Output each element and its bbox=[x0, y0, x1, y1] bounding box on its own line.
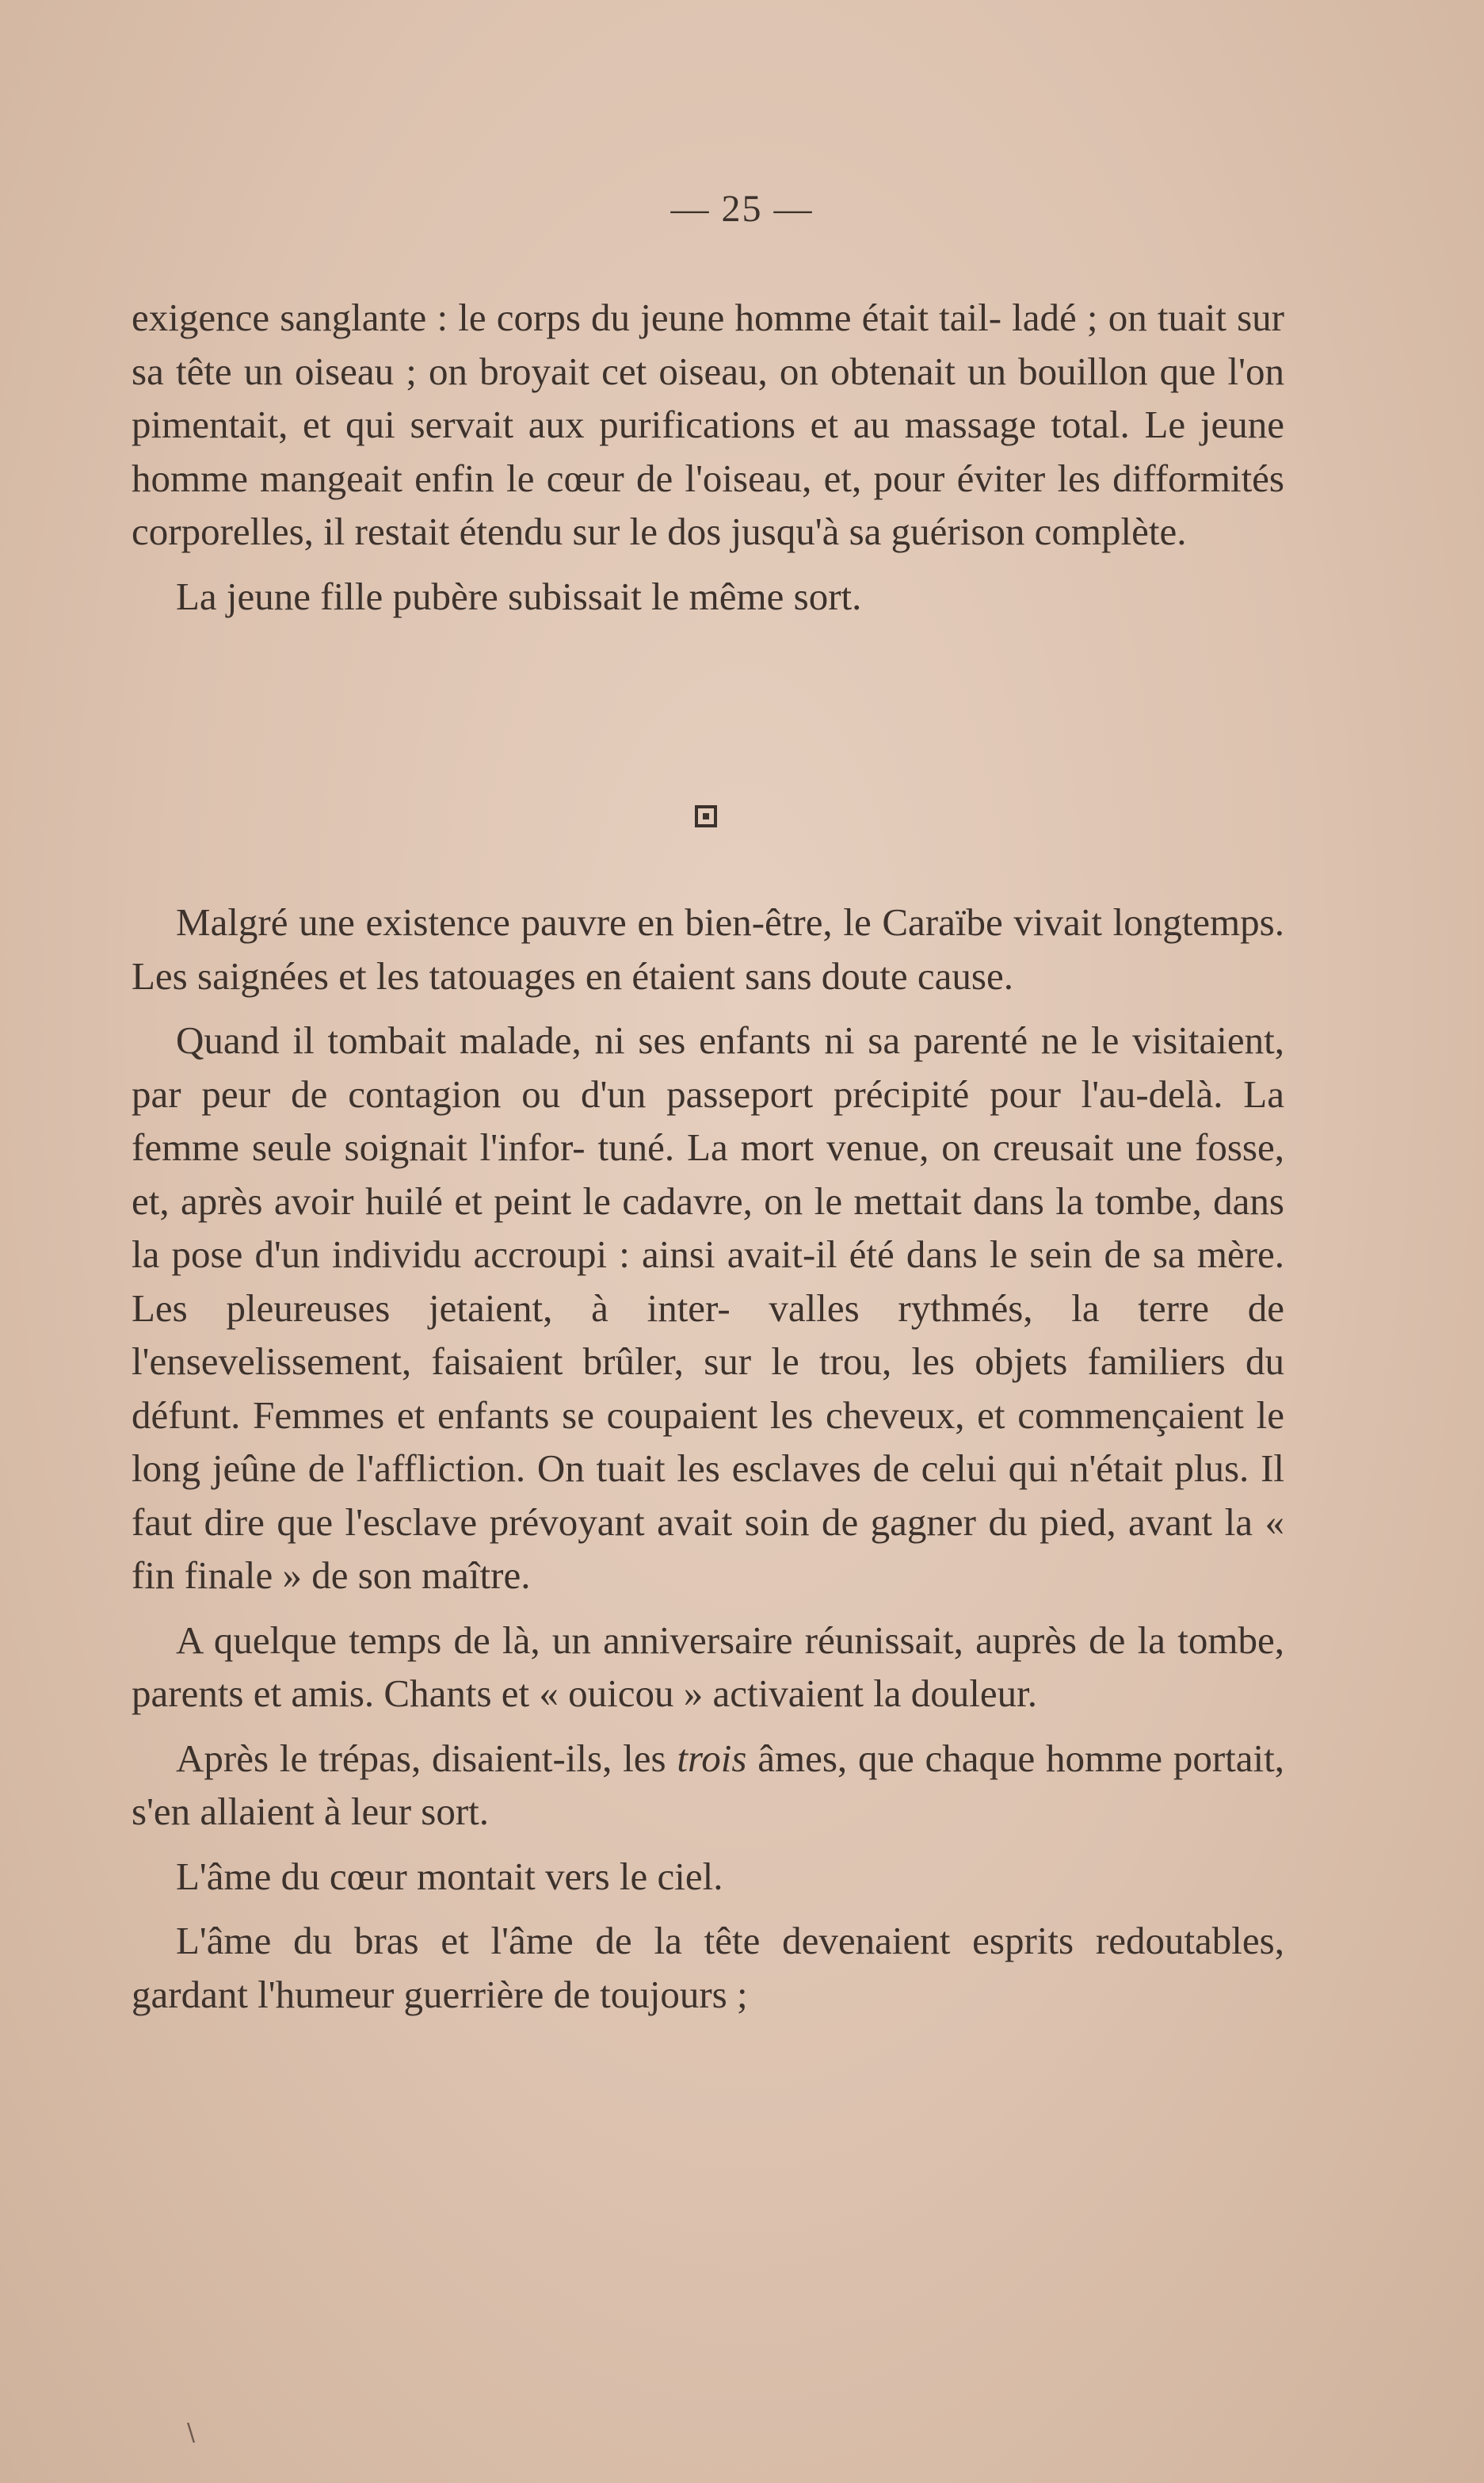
paragraph-1: exigence sanglante : le corps du jeune homme était tail- ladé ; on tuait sur sa tête un oiseau ; on broyait cet oiseau, on obtenait un bouillon que l'on pimentait, et qui servait aux purifications et au massage total. Le jeune homme mangeait enfin le cœur de l'oiseau, et, pour éviter les difformités corporelles, il restait étendu sur le dos jusqu'à sa guérison complète. bbox=[132, 296, 1284, 553]
paragraph-6 bbox=[132, 1732, 1284, 1839]
text-section-2 bbox=[132, 896, 1284, 2032]
paragraph-7: L'âme du cœur montait vers le ciel. bbox=[176, 1854, 723, 1898]
paragraph-2: La jeune fille pubère subissait le même sort. bbox=[176, 574, 862, 618]
stray-mark: \ bbox=[187, 2419, 196, 2447]
emphasis-trois: trois bbox=[677, 1736, 747, 1780]
section-separator-icon bbox=[695, 805, 717, 827]
paragraph-4: Quand il tombait malade, ni ses enfants ni sa parenté ne le visitaient, par peur de contagion ou d'un passeport précipité pour l'au-delà. La femme seule soignait l'infor- tuné. La mort venue, on creusait une fosse, et, après avoir huilé et peint le cadavre, on le mettait dans la tombe, dans la pose d'un individu accroupi : ainsi avait-il été dans le sein de sa mère. Les pleureuses jetaient, à inter- valles rythmés, la terre de l'ensevelissement, faisaient brûler, sur le trou, les objets familiers du défunt. Femmes et enfants se coupaient les cheveux, et commençaient le long jeûne de l'affliction. On tuait les esclaves de celui qui n'était plus. Il faut dire que l'esclave prévoyant avait soin de gagner du pied, avant la « fin finale » de son maître. bbox=[132, 1018, 1284, 1597]
page-number: — 25 — bbox=[670, 188, 814, 230]
paragraph-5: A quelque temps de là, un anniversaire réunissait, auprès de la tombe, parents et amis. Chants et « ouicou » activaient la douleur. bbox=[132, 1618, 1284, 1715]
paragraph-6-start: Après le trépas, disaient-ils, les bbox=[176, 1736, 677, 1780]
text-section-1 bbox=[132, 291, 1284, 634]
paragraph-6-end: âmes, que chaque homme portait, s'en allaient à leur sort. bbox=[132, 1736, 1284, 1833]
paragraph-3: Malgré une existence pauvre en bien-être, le Caraïbe vivait longtemps. Les saignées et les tatouages en étaient sans doute cause. bbox=[132, 900, 1284, 998]
paragraph-8: L'âme du bras et l'âme de la tête devenaient esprits redoutables, gardant l'humeur guerrière de toujours ; bbox=[132, 1919, 1284, 2016]
